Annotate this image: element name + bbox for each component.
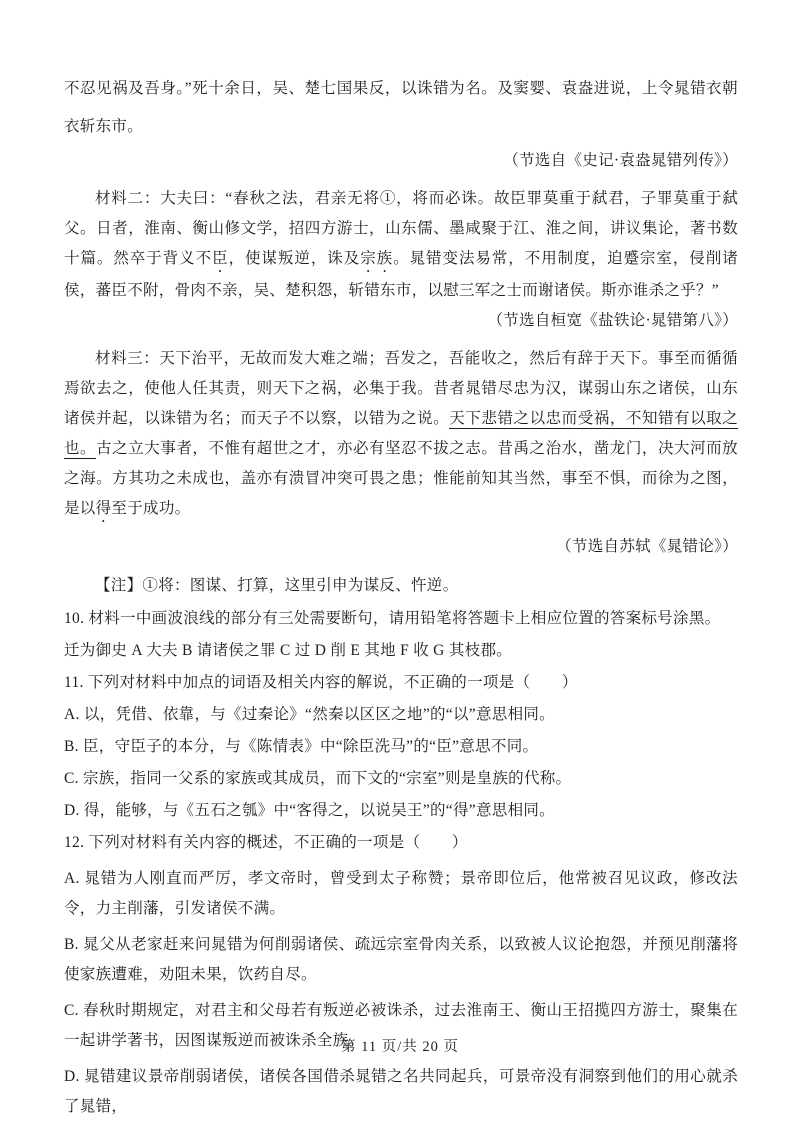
text-segment: 材料三：天下治平，无故而发大难之端；吾发之，吾能收之，然后有辞于天下。事至而循循焉欲去之，使他人任其责，则天下之祸，必集于我。昔者晁错尽忠为汉，谋弱山东之诸侯，山东诸侯并起，以诛错为名；而天子不以察，以错为之说。 xyxy=(64,350,738,427)
question-10-stem: 10. 材料一中画波浪线的部分有三处需要断句，请用铅笔将答题卡上相应位置的答案标号涂黑。 xyxy=(64,610,721,627)
material3-paragraph xyxy=(64,344,738,526)
material2-paragraph xyxy=(64,184,738,306)
text-segment: 。晁错变法易常，不用制度，迫蹙宗室，侵削诸侯，蕃臣不附，骨肉不亲，吴、楚积怨，斩错东市，以慰三军之士而谢诸侯。斯亦谁杀之乎？” xyxy=(64,250,739,299)
text-segment: ，使谋叛逆，诛及 xyxy=(228,250,361,267)
text-segment: 至于成功。 xyxy=(111,500,191,517)
question-11-option-b: B. 臣，守臣子的本分，与《陈情表》中“除臣洗马”的“臣”意思不同。 xyxy=(64,738,539,755)
text-segment: 古之立大事者，不惟有超世之才，亦必有坚忍不拔之志。昔禹之治水，凿龙门，决大河而放之海。方其功之未成也，盖亦有溃冒冲突可畏之患；惟能前知其当然，事至不惧，而徐为之图，是以 xyxy=(64,440,738,517)
question-12-stem: 12. 下列对材料有关内容的概述，不正确的一项是（ ） xyxy=(64,834,468,851)
question-10-sentence: 迁为御史 A 大夫 B 请诸侯之罪 C 过 D 削 E 其地 F 收 G 其枝郡。 xyxy=(64,642,513,659)
citation-chaocuolun: （节选自苏轼《晁错论》） xyxy=(556,538,738,555)
question-12-option-a: A. 晁错为人刚直而严厉，孝文帝时，曾受到太子称赞；景帝即位后，他常被召见议政，修改法令，力主削藩，引发诸侯不满。 xyxy=(64,870,738,917)
emphasis-dotted-word: 臣 xyxy=(212,250,229,267)
question-11-stem: 11. 下列对材料中加点的词语及相关内容的解说，不正确的一项是（ ） xyxy=(64,674,578,691)
question-12-option-d: D. 晁错建议景帝削弱诸侯，诸侯各国借杀晁错之名共同起兵，可景帝没有洞察到他们的用心就杀了晁错， xyxy=(64,1068,738,1115)
material1-continuation-paragraph: 不忍见祸及吾身。”死十余日，吴、楚七国果反，以诛错为名。及窦婴、袁盎进说，上令晁错衣朝衣斩东市。 xyxy=(64,80,738,135)
emphasis-dotted-word: 宗族 xyxy=(360,250,394,267)
text-segment: 材料二：大夫曰：“春秋之法，君亲无将①，将而必诛。故臣罪莫重于弑君，子罪莫重于弑父。日者，淮南、衡山修文学，招四方游士，山东儒、墨咸聚于江、淮之间，讲议集论，著书数十篇。然卒于背义不 xyxy=(64,190,738,267)
citation-yantielun: （节选自桓宽《盐铁论·晁错第八》） xyxy=(487,312,738,329)
annotation-note: 【注】①将：图谋、打算，这里引申为谋反、忤逆。 xyxy=(95,577,459,594)
question-11-option-a: A. 以，凭借、依靠，与《过秦论》“然秦以区区之地”的“以”意思相同。 xyxy=(64,706,555,723)
citation-shiji: （节选自《史记·袁盎晁错列传》） xyxy=(503,152,738,169)
question-12-option-c: C. 春秋时期规定，对君主和父母若有叛逆必被诛杀，过去淮南王、衡山王招揽四方游士，聚集在一起讲学著书，因图谋叛逆而被诛杀全族。 xyxy=(64,1002,738,1049)
question-12-option-b: B. 晁父从老家赶来问晁错为何削弱诸侯、疏远宗室骨肉关系，以致被人议论抱怨，并预见削藩将使家族遭难，劝阻未果，饮药自尽。 xyxy=(64,936,738,983)
underlined-sentence: 天下悲错之以忠而受祸，不知错有以取之也。 xyxy=(64,410,739,457)
question-11-option-d: D. 得，能够，与《五石之瓠》中“客得之，以说吴王”的“得”意思相同。 xyxy=(64,802,555,819)
emphasis-dotted-word: 得 xyxy=(95,500,112,517)
page-number-footer: 第 11 页/共 20 页 xyxy=(341,1039,459,1055)
question-11-option-c: C. 宗族，指同一父系的家族或其成员，而下文的“宗室”则是皇族的代称。 xyxy=(64,770,572,787)
